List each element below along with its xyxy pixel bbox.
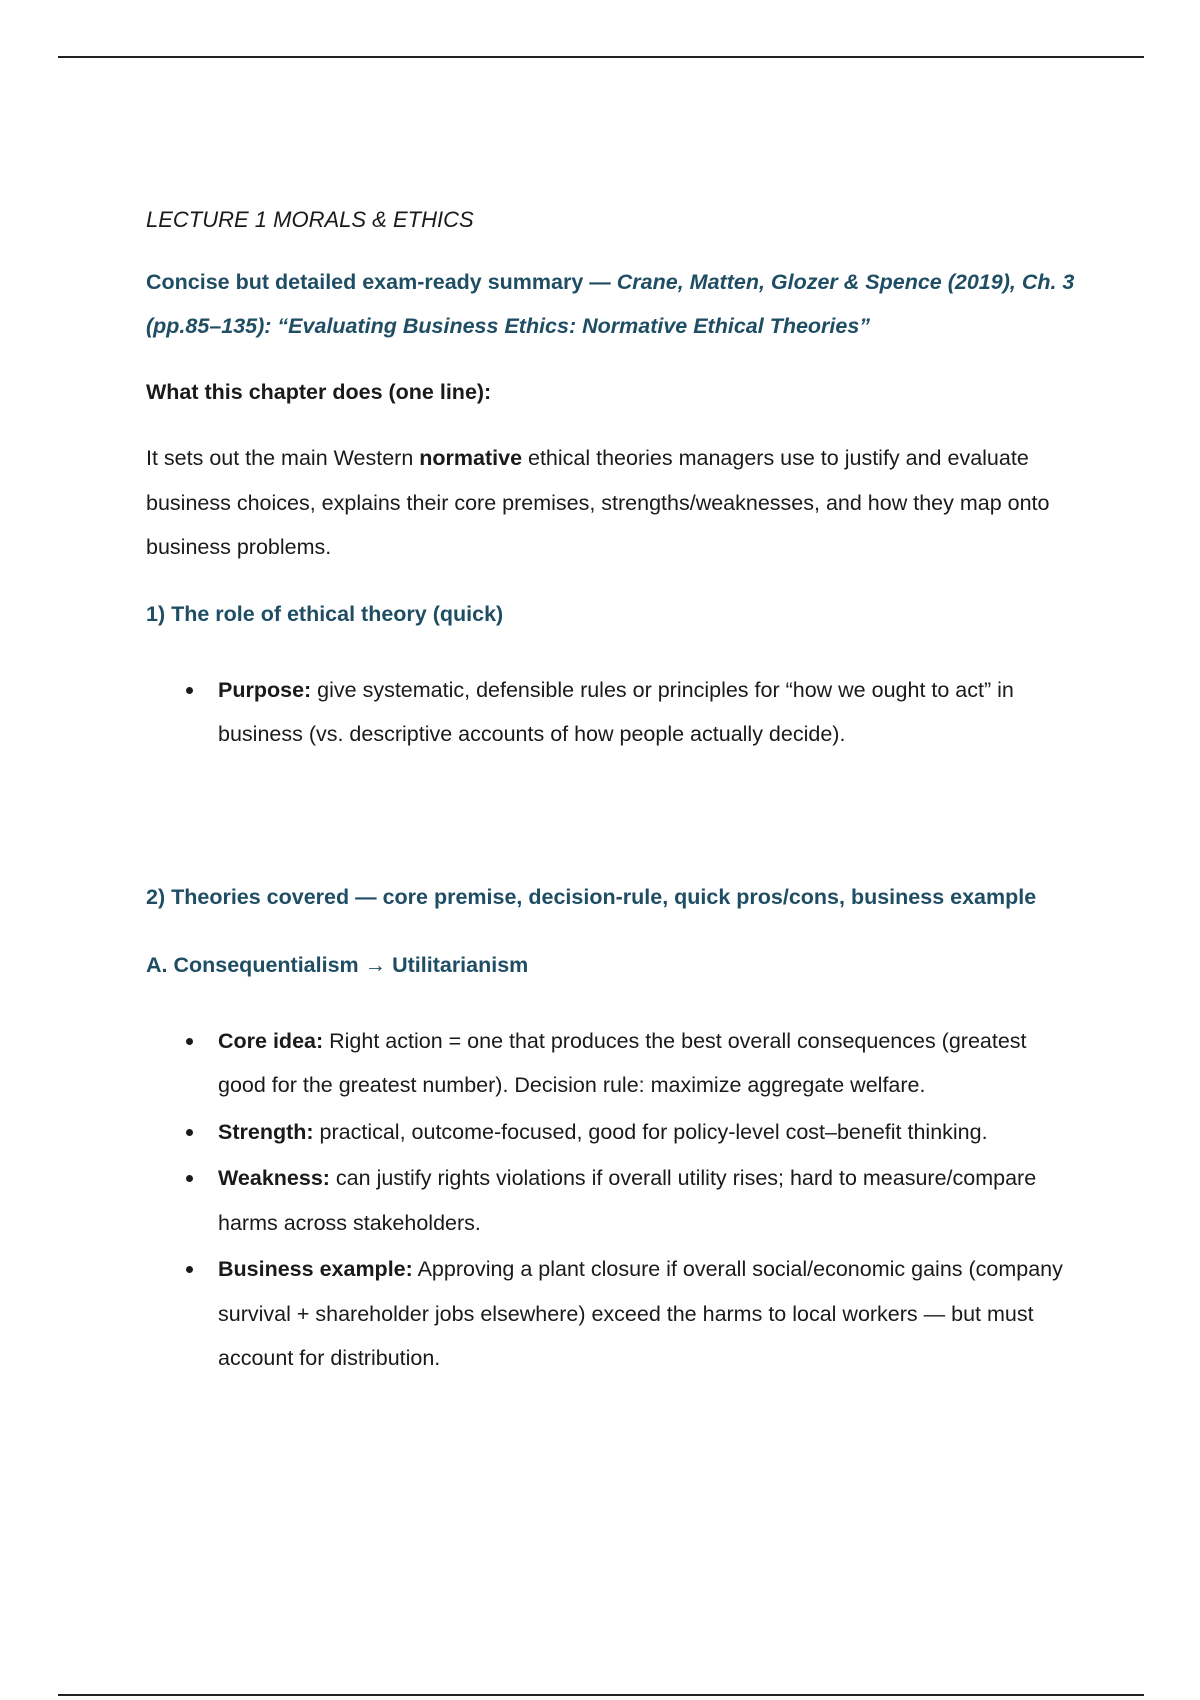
spacer (146, 759, 1076, 875)
bullet-label: Business example: (218, 1257, 413, 1281)
list-item (146, 668, 1076, 757)
section1-bullets (146, 668, 1076, 757)
chapter-text-bold: normative (419, 446, 523, 470)
summary-heading-lead: Concise but detailed exam-ready summary — (146, 270, 617, 294)
bullet-icon (186, 1266, 193, 1273)
summary-heading (146, 260, 1076, 348)
bullet-icon (186, 1175, 193, 1182)
list-item (146, 1019, 1076, 1108)
bullet-text: Approving a plant closure if overall social/economic gains (company survival + shareholder jobs elsewhere) exceed the harms to local workers — but must account for distribution. (218, 1257, 1063, 1370)
bullet-label: Purpose: (218, 677, 312, 702)
top-rule (58, 56, 1144, 58)
bullet-label: Core idea: (218, 1028, 324, 1053)
document-page (146, 190, 1076, 1383)
chapter-text-before: It sets out the main Western (146, 446, 420, 470)
bullet-text: practical, outcome-focused, good for policy-level cost–benefit thinking. (313, 1119, 988, 1144)
bullet-icon (186, 1129, 193, 1136)
bullet-text: can justify rights violations if overall utility rises; hard to measure/compare harms across stakeholders. (218, 1166, 1037, 1235)
list-item (146, 1156, 1076, 1245)
chapter-text-after: ethical theories managers use to justify and evaluate business choices, explains their core premises, strengths/weaknesses, and how they map onto business problems. (146, 446, 1050, 559)
bullet-label: Weakness: (218, 1166, 330, 1190)
subsection-a-heading: A. Consequentialism → Utilitarianism (146, 952, 529, 977)
subsection-a-bullets (146, 1019, 1076, 1381)
bullet-text: Right action = one that produces the best overall consequences (greatest good for the greatest number). Decision rule: maximize aggregate welfare. (218, 1028, 1027, 1097)
section1-heading: 1) The role of ethical theory (quick) (146, 601, 504, 626)
list-item (146, 1247, 1076, 1381)
chapter-label: What this chapter does (one line): (146, 380, 492, 404)
lecture-title: LECTURE 1 MORALS & ETHICS (146, 207, 474, 232)
bullet-label: Strength: (218, 1119, 314, 1144)
bullet-icon (186, 687, 193, 694)
bottom-rule (58, 1694, 1144, 1696)
bullet-icon (186, 1038, 193, 1045)
bullet-text: give systematic, defensible rules or principles for “how we ought to act” in business (vs. descriptive accounts of how people actually decide). (218, 677, 1014, 746)
section2-heading: 2) Theories covered — core premise, decision-rule, quick pros/cons, business example (146, 884, 1037, 909)
chapter-description (146, 436, 1076, 570)
list-item (146, 1110, 1076, 1155)
summary-heading-citation: Crane, Matten, Glozer & Spence (2019), Ch. 3 (pp.85–135): “Evaluating Business Ethics: Normative Ethical Theories” (146, 270, 1075, 338)
